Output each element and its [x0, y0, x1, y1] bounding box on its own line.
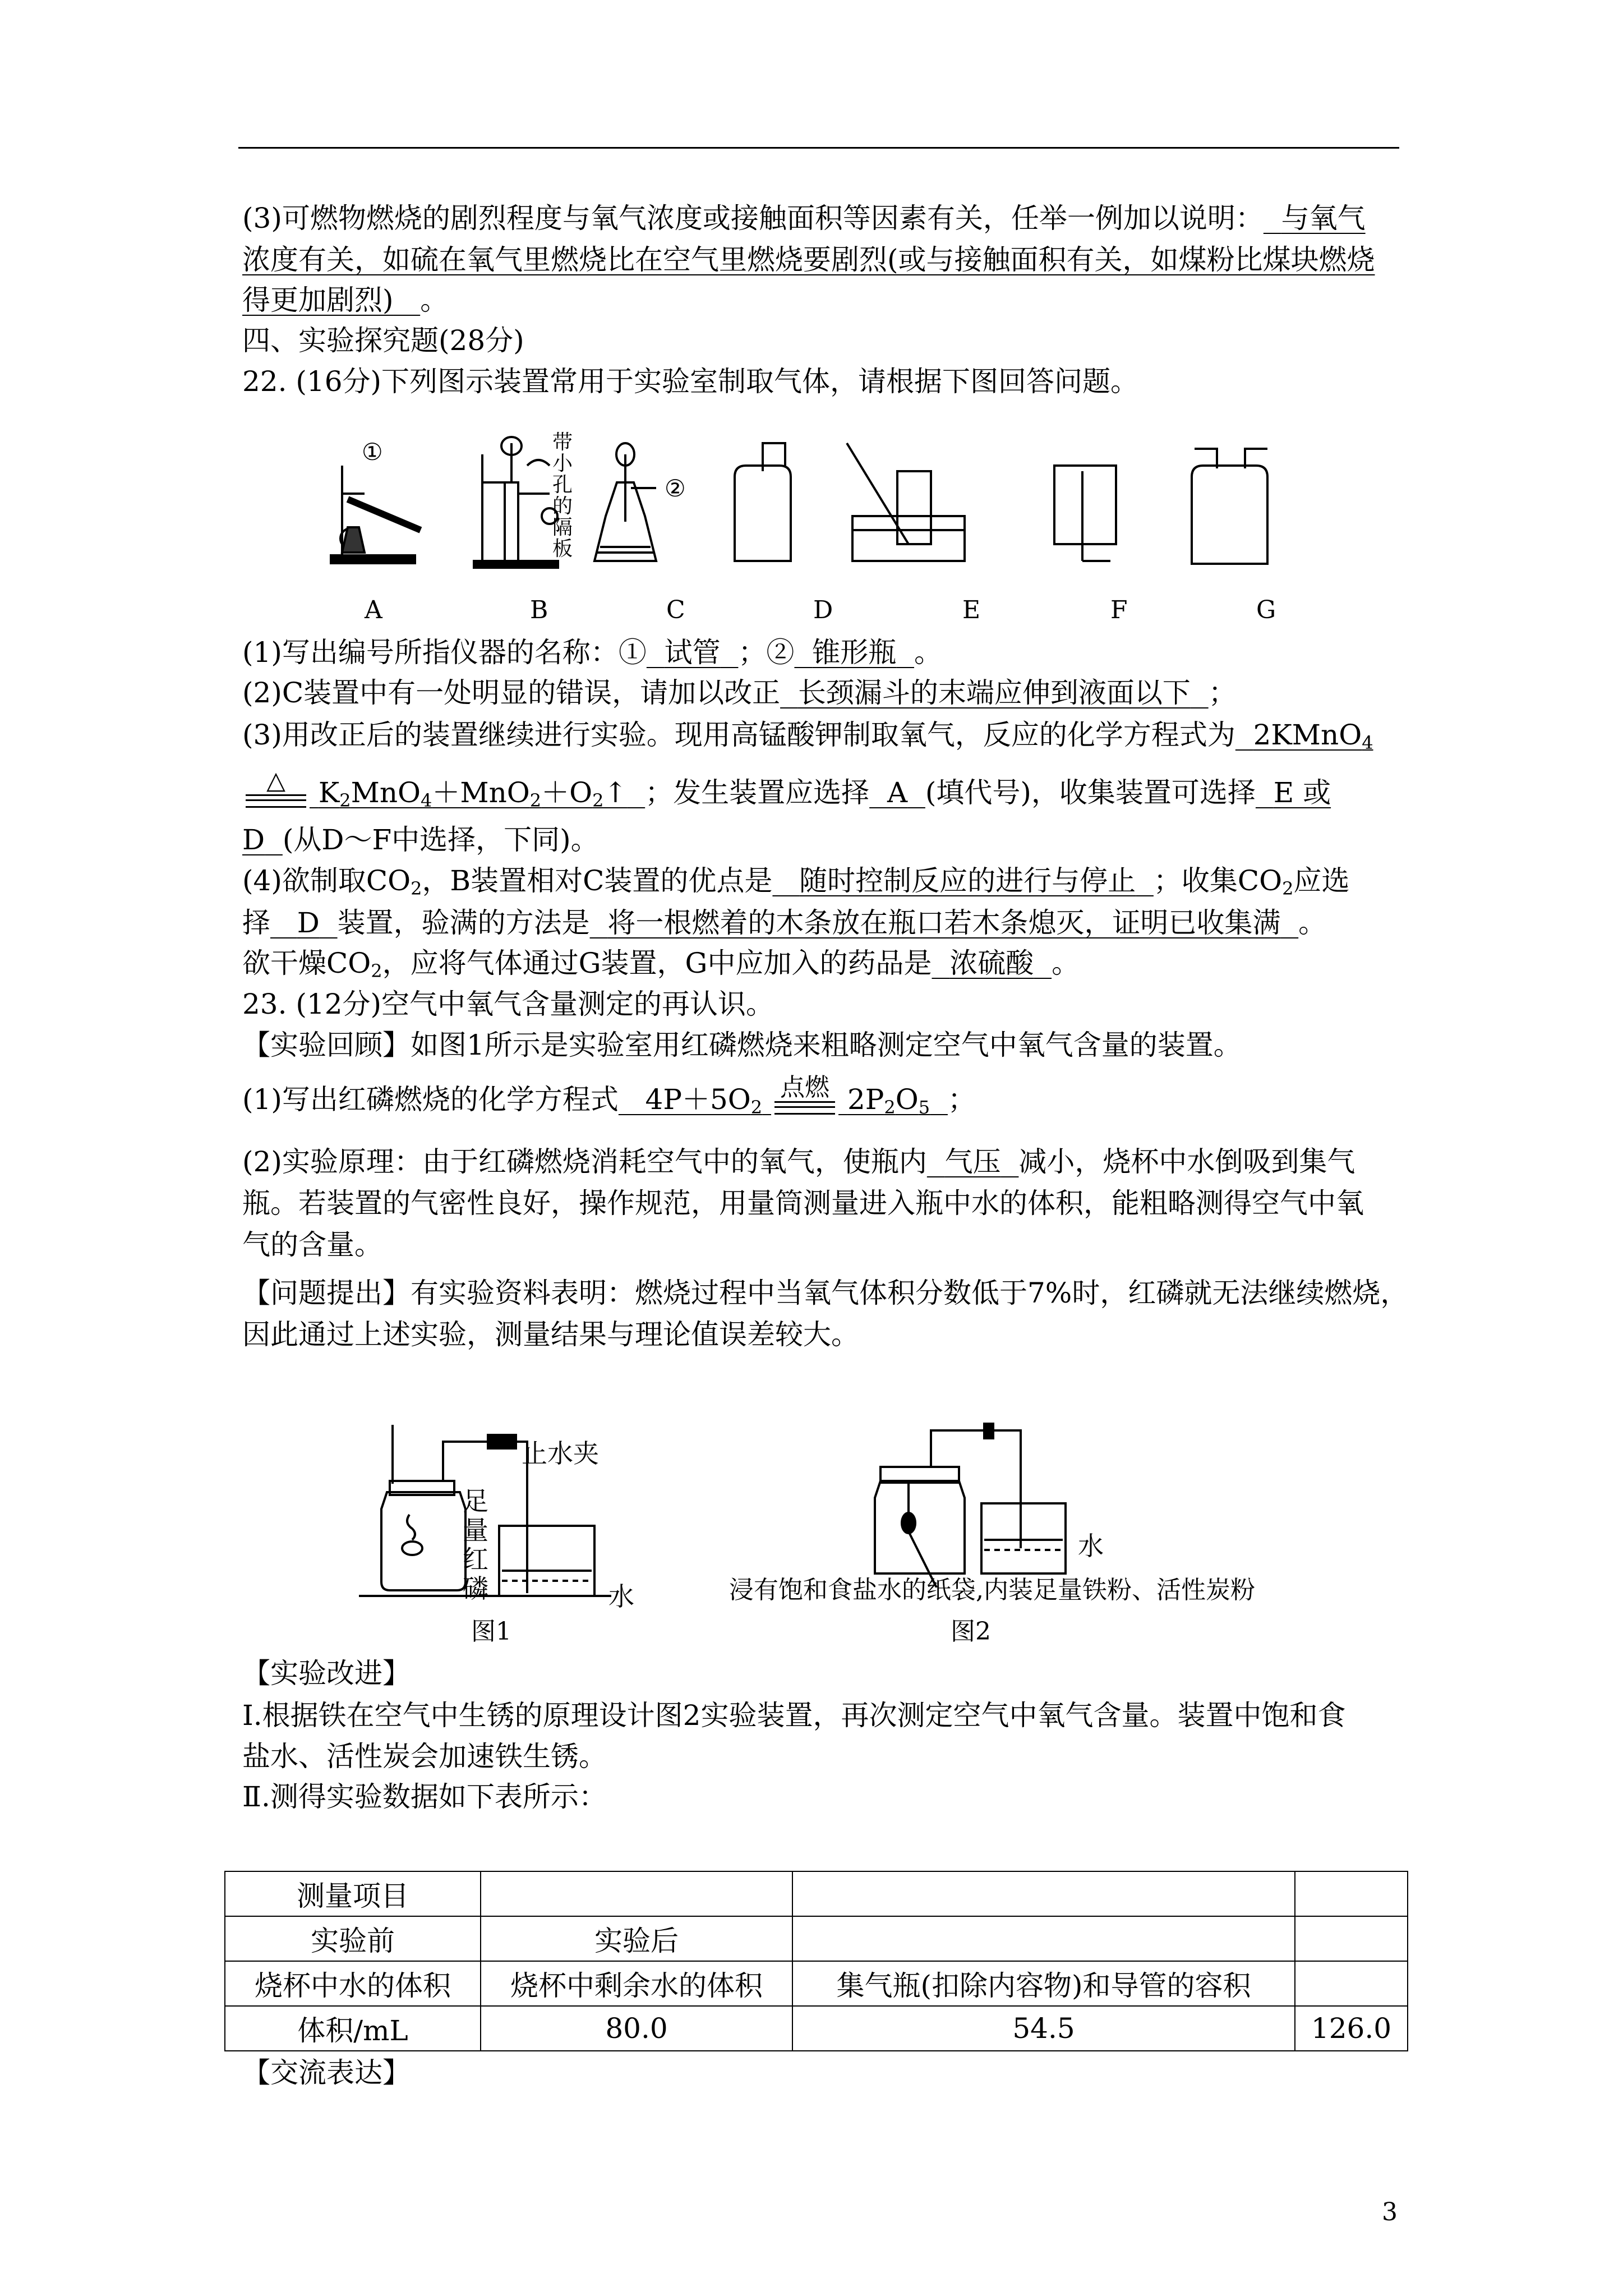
q22-title: 22. (16分)下列图示装置常用于实验室制取气体，请根据下图回答问题。 [242, 365, 1139, 398]
q22-p4-line3: 欲干燥$CO_2$，应将气体通过G装置，G中应加入的药品是 浓硫酸 。 [242, 947, 1080, 982]
q22-p3-line2: △ $K_2MnO_4+MnO_2+O_2↑$ ；发生装置应选择 A (填代号)，收集装置可选择 E 或 [242, 773, 1331, 812]
fig2-water-label: 水 [1078, 1531, 1104, 1561]
apparatus-label-f: F [1110, 596, 1128, 624]
apparatus-label-d: D [813, 596, 833, 624]
fig1-caption: 图1 [471, 1617, 511, 1646]
apparatus-d [735, 443, 791, 561]
fig1-clamp-label: 止水夹 [522, 1438, 599, 1469]
table-row [225, 1871, 1408, 1916]
q21-3-line3: 得更加剧烈) 。 [242, 284, 449, 316]
table-cell: 54.5 [792, 2006, 1295, 2051]
q23-p2-line1: (2)实验原理：由于红磷燃烧消耗空气中的氧气，使瓶内 气压 减小，烧杯中水倒吸到集气 [242, 1145, 1355, 1178]
table-row [225, 2006, 1408, 2051]
apparatus-e [847, 443, 965, 561]
table-cell: 80.0 [481, 2006, 792, 2051]
apparatus-g [1192, 449, 1267, 564]
fig2-note-label: 浸有饱和食盐水的纸袋,内装足量铁粉、活性炭粉 [729, 1576, 1255, 1604]
fig2-caption: 图2 [951, 1617, 991, 1646]
table-cell [1295, 1961, 1408, 2006]
table-cell: 测量项目 [225, 1871, 481, 1916]
table-cell [792, 1916, 1295, 1961]
q23-p2-line3: 气的含量。 [242, 1228, 382, 1261]
improve-i-line2: 盐水、活性炭会加速铁生锈。 [242, 1740, 607, 1773]
q23-review: 【实验回顾】如图1所示是实验室用红磷燃烧来粗略测定空气中氧气含量的装置。 [242, 1029, 1242, 1061]
section-4-title: 四、实验探究题(28分) [242, 324, 524, 357]
q23-p2-line2: 瓶。若装置的气密性良好，操作规范，用量筒测量进入瓶中水的体积，能粗略测得空气中氧 [242, 1187, 1364, 1220]
improve-ii: Ⅱ.测得实验数据如下表所示： [242, 1780, 607, 1813]
apparatus-c [594, 443, 656, 561]
heat-equation-sign: △ [242, 773, 310, 812]
q23-title: 23. (12分)空气中氧气含量测定的再认识。 [242, 988, 774, 1020]
q23-problem-line1: 【问题提出】有实验资料表明：燃烧过程中当氧气体积分数低于7%时，红磷就无法继续燃烧， [242, 1277, 1409, 1309]
table-cell: 体积/mL [225, 2006, 481, 2051]
q21-3-answer-part3: 得更加剧烈) [242, 284, 394, 316]
apparatus-a [331, 466, 421, 563]
table-cell [1295, 1871, 1408, 1916]
fig1-water-label: 水 [608, 1581, 634, 1612]
q21-3-answer-part2: 浓度有关，如硫在氧气里燃烧比在空气里燃烧要剧烈(或与接触面积有关，如煤粉比煤块燃烧 [242, 243, 1375, 276]
apparatus-label-c: C [666, 596, 685, 624]
apparatus-f [1054, 466, 1116, 561]
b-partition-note: 带小孔的隔板 [552, 431, 573, 560]
table-cell: 实验前 [225, 1916, 481, 1961]
page-number: 3 [1382, 2198, 1398, 2226]
apparatus-label-e: E [962, 596, 981, 624]
q22-p4-line1: (4)欲制取$CO_2$，B装置相对C装置的优点是 随时控制反应的进行与停止 ；收集$CO_2$应选 [242, 864, 1350, 899]
table-cell [1295, 1916, 1408, 1961]
table-cell: 烧杯中剩余水的体积 [481, 1961, 792, 2006]
q23-problem-line2: 因此通过上述实验，测量结果与理论值误差较大。 [242, 1318, 859, 1351]
marker-1: ① [362, 438, 383, 466]
figure-1-diagram [359, 1419, 651, 1599]
q22-p2: (2)C装置中有一处明显的错误，请加以改正 长颈漏斗的末端应伸到液面以下 ； [242, 677, 1237, 709]
table-cell [792, 1871, 1295, 1916]
apparatus-label-a: A [365, 596, 382, 624]
q21-3-answer-part1: 与氧气 [1281, 202, 1366, 234]
q21-3-line2 [242, 240, 1375, 279]
q22-p4-line2: 择 D 装置，验满的方法是 将一根燃着的木条放在瓶口若木条熄灭，证明已收集满 。 [242, 907, 1327, 939]
apparatus-label-g: G [1256, 596, 1276, 624]
data-table [224, 1871, 1408, 2051]
apparatus-label-b: B [530, 596, 548, 624]
table-cell: 实验后 [481, 1916, 792, 1961]
exchange-title: 【交流表达】 [242, 2056, 411, 2089]
improve-i-line1: Ⅰ.根据铁在空气中生锈的原理设计图2实验装置，再次测定空气中氧气含量。装置中饱和食 [242, 1699, 1346, 1732]
table-row [225, 1916, 1408, 1961]
q21-3-line1: (3)可燃物燃烧的剧烈程度与氧气浓度或接触面积等因素有关，任举一例加以说明： 与氧气 [242, 202, 1366, 234]
ignite-equation-sign: 点燃 [771, 1080, 838, 1119]
q22-p3-line3: D (从D～F中选择，下同)。 [242, 823, 599, 856]
table-row [225, 1961, 1408, 2006]
q22-p3-line1: (3)用改正后的装置继续进行实验。现用高锰酸钾制取氧气，反应的化学方程式为 2KMnO$_4$ [242, 719, 1373, 753]
table-cell [481, 1871, 792, 1916]
q23-p1: (1)写出红磷燃烧的化学方程式 $4P+5O_2$ 点燃 $2P_2O_5$ ； [242, 1073, 976, 1118]
table-cell: 烧杯中水的体积 [225, 1961, 481, 2006]
table-cell: 集气瓶(扣除内容物)和导管的容积 [792, 1961, 1295, 2006]
table-cell: 126.0 [1295, 2006, 1408, 2051]
fig1-phosphorus-label: 足量红磷 [463, 1486, 488, 1604]
apparatus-b [474, 437, 558, 568]
q22-p1: (1)写出编号所指仪器的名称：① 试管 ；② 锥形瓶 。 [242, 636, 943, 669]
improve-title: 【实验改进】 [242, 1657, 411, 1690]
header-rule [238, 147, 1399, 149]
marker-2: ② [665, 475, 686, 502]
